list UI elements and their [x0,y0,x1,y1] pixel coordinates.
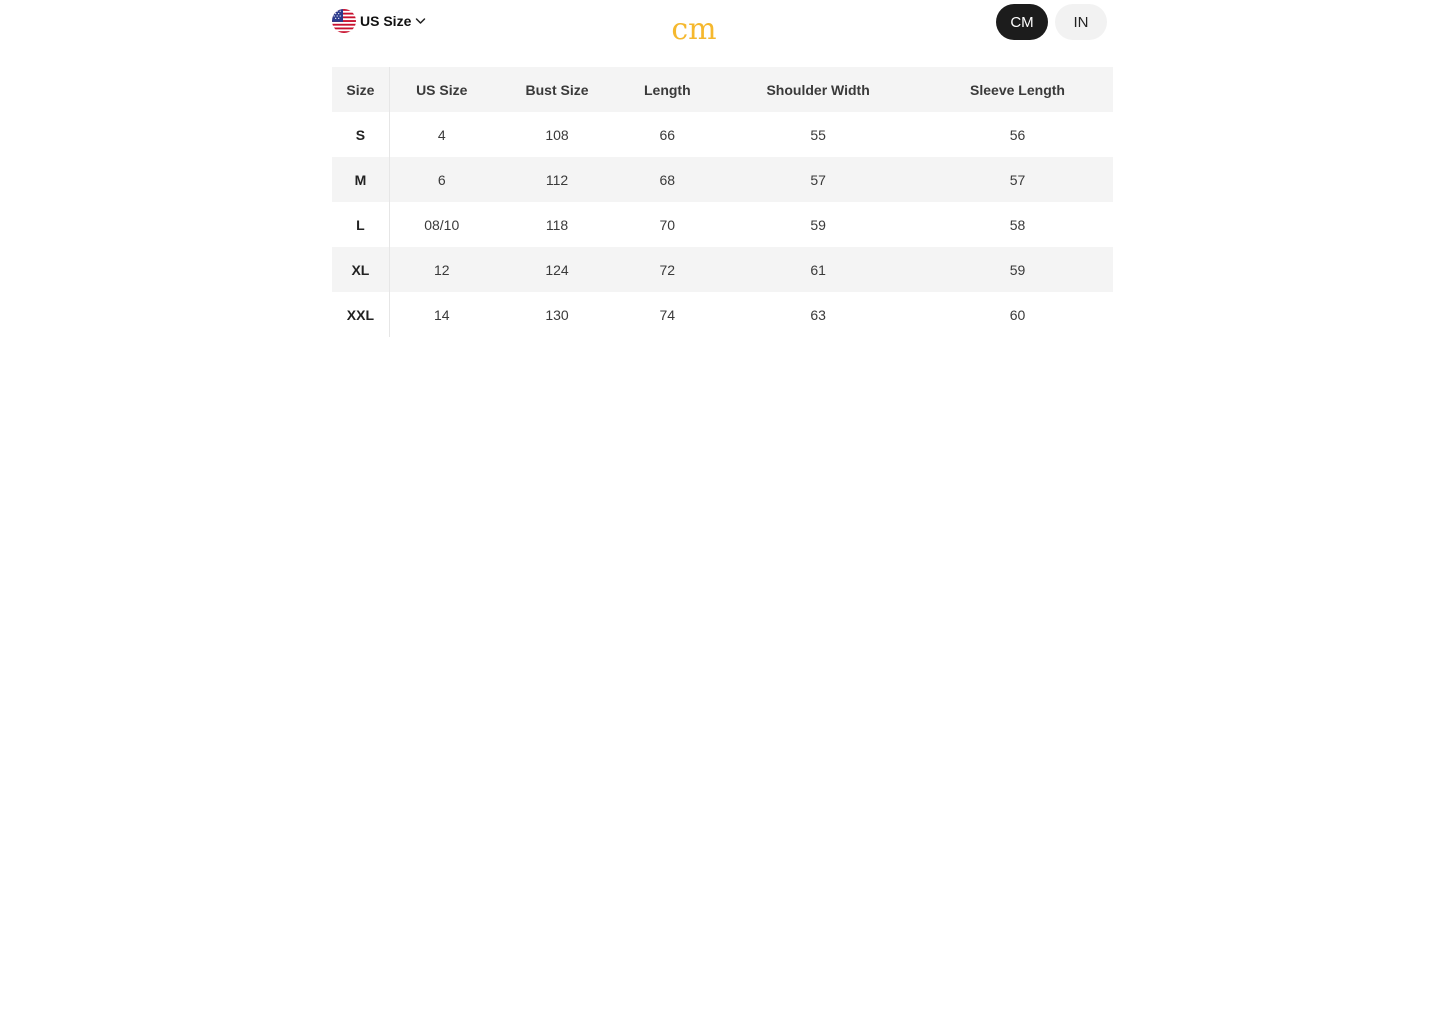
table-row [332,247,1113,292]
unit-toggle [996,4,1107,40]
table-cell: 08/10 [424,216,460,233]
column-header: Size [332,67,389,112]
table-cell: 108 [545,126,569,143]
table-cell-size: XL [332,247,389,292]
table-cell: 124 [545,261,569,278]
table-cell: 14 [433,306,450,323]
table-cell: 60 [1009,306,1026,323]
table-cell: 6 [437,171,446,188]
column-header: Length [643,81,691,98]
table-row [332,292,1113,337]
table-cell: 61 [810,261,826,278]
table-cell: 118 [545,216,569,233]
table-row [332,202,1113,247]
table-cell: 59 [810,216,826,233]
table-row [332,157,1113,202]
table-cell: 70 [659,216,676,233]
table-cell-size: S [332,112,389,157]
table-cell: 57 [1009,171,1026,188]
table-cell: 12 [433,261,450,278]
table-cell-size: M [332,157,389,202]
column-header: Shoulder Width [766,81,870,98]
table-cell: 58 [1009,216,1026,233]
table-cell: 63 [810,306,826,323]
unit-button-cm[interactable]: CM [996,4,1048,40]
table-cell: 4 [437,126,446,143]
size-chart-table [332,67,1113,337]
table-cell: 55 [810,126,826,143]
table-cell: 130 [545,306,569,323]
table-cell: 56 [1009,126,1026,143]
table-cell: 57 [810,171,826,188]
column-header: Sleeve Length [970,81,1065,98]
table-cell: 112 [545,171,569,188]
table-cell: 66 [659,126,676,143]
table-cell: 72 [659,261,676,278]
table-cell-size: XXL [332,292,389,337]
table-cell: 59 [1009,261,1026,278]
unit-heading: cm [671,12,717,47]
table-cell-size: L [332,202,389,247]
table-header-row [332,67,1113,112]
table-cell: 74 [659,306,676,323]
column-header: Bust Size [525,81,589,98]
unit-button-in[interactable]: IN [1055,4,1107,40]
region-size-label: US Size [360,13,412,29]
table-row [332,112,1113,157]
column-header: US Size [416,81,468,98]
table-cell: 68 [659,171,676,188]
